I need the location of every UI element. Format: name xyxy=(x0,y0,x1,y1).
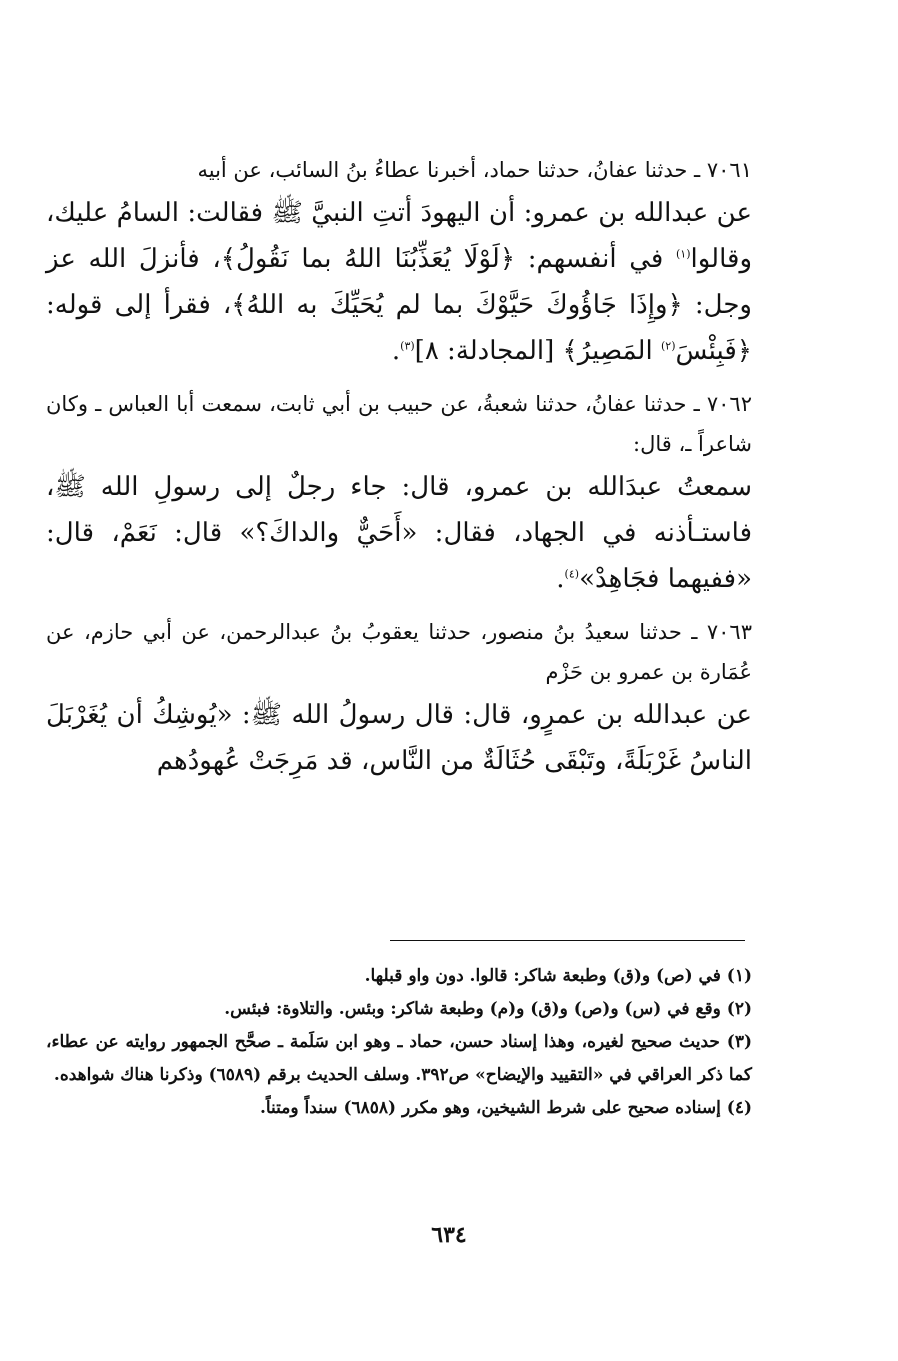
hadith-7062-matn xyxy=(46,464,752,602)
footnote-separator xyxy=(390,940,745,941)
matn-text: سمعتُ عبدَالله بن عمرو، قال: جاء رجلٌ إلى رسولِ الله ﷺ، فاستـأذنه في الجهاد، فقال: «أَحَيٌّ والداكَ؟» قال: نَعَمْ، قال: «ففيهما فجَاهِدْ» xyxy=(46,472,752,594)
hadith-7063-isnad: ٧٠٦٣ ـ حدثنا سعيدُ بنُ منصور، حدثنا يعقوبُ بنُ عبدالرحمن، عن أبي حازم، عن عُمَارة بن عمرو بن حَزْم xyxy=(46,620,752,684)
page-number: ٦٣٤ xyxy=(431,1222,467,1248)
hadith-7061-isnad: ٧٠٦١ ـ حدثنا عفانُ، حدثنا حماد، أخبرنا عطاءُ بنُ السائب، عن أبيه xyxy=(197,158,752,182)
hadith-7062-isnad: ٧٠٦٢ ـ حدثنا عفانُ، حدثنا شعبةُ، عن حبيب بن أبي ثابت، سمعت أبا العباس ـ وكان شاعراً ـ، قال: xyxy=(46,392,752,456)
main-text xyxy=(46,150,752,784)
footnote-4: (٤) إسناده صحيح على شرط الشيخين، وهو مكرر (٦٨٥٨) سنداً ومتناً. xyxy=(259,1098,752,1118)
footnotes xyxy=(46,960,752,1125)
matn-text: المَصِيرُ﴾ [المجادلة: ٨] xyxy=(414,336,661,366)
footnote-ref-3: (٣) xyxy=(400,339,415,353)
footnote-1: (١) في (ص) و(ق) وطبعة شاكر: قالوا. دون واو قبلها. xyxy=(364,966,752,986)
footnote-ref-4: (٤) xyxy=(564,567,580,581)
hadith-7061-matn xyxy=(46,190,752,374)
matn-text: . xyxy=(556,564,565,594)
footnote-2: (٢) وقع في (س) و(ص) و(ق) و(م) وطبعة شاكر: وبئس. والتلاوة: فبئس. xyxy=(224,999,752,1019)
footnote-ref-1: (١) xyxy=(676,247,691,261)
matn-text: عن عبدالله بن عمرٍو، قال: قال رسولُ الله ﷺ: «يُوشِكُ أن يُغَرْبَلَ الناسُ غَرْبَلَةً، وتَبْقَى حُثَالَةٌ من النَّاس، قد مَرِجَتْ عُهودُهم xyxy=(46,700,752,776)
matn-text: عن عبدالله بن عمرو: أن اليهودَ أتتِ النبيَّ ﷺ فقالت: السامُ عليك، وقالوا xyxy=(46,198,752,274)
hadith-7063-matn xyxy=(46,692,752,784)
footnote-3: (٣) حديث صحيح لغيره، وهذا إسناد حسن، حماد ـ وهو ابن سَلَمة ـ صحَّح الجمهور روايته عن عطاء، كما ذكر العراقي في «التقييد والإيضاح» ص٣٩٢. وسلف الحديث برقم (٦٥٨٩) وذكرنا هناك شواهده. xyxy=(46,1032,752,1085)
matn-text: . xyxy=(391,336,401,366)
matn-text: في أنفسهم: ﴿لَوْلَا يُعَذِّبُنَا اللهُ بما نَقُولُ﴾، فأنزلَ الله عز وجل: ﴿وإِذَا جَاؤُوكَ حَيَّوْكَ بما لم يُحَيِّكَ به اللهُ﴾، فقرأ إلى قوله: ﴿فَبِئْسَ xyxy=(46,244,752,366)
footnote-ref-2: (٢) xyxy=(660,339,676,353)
